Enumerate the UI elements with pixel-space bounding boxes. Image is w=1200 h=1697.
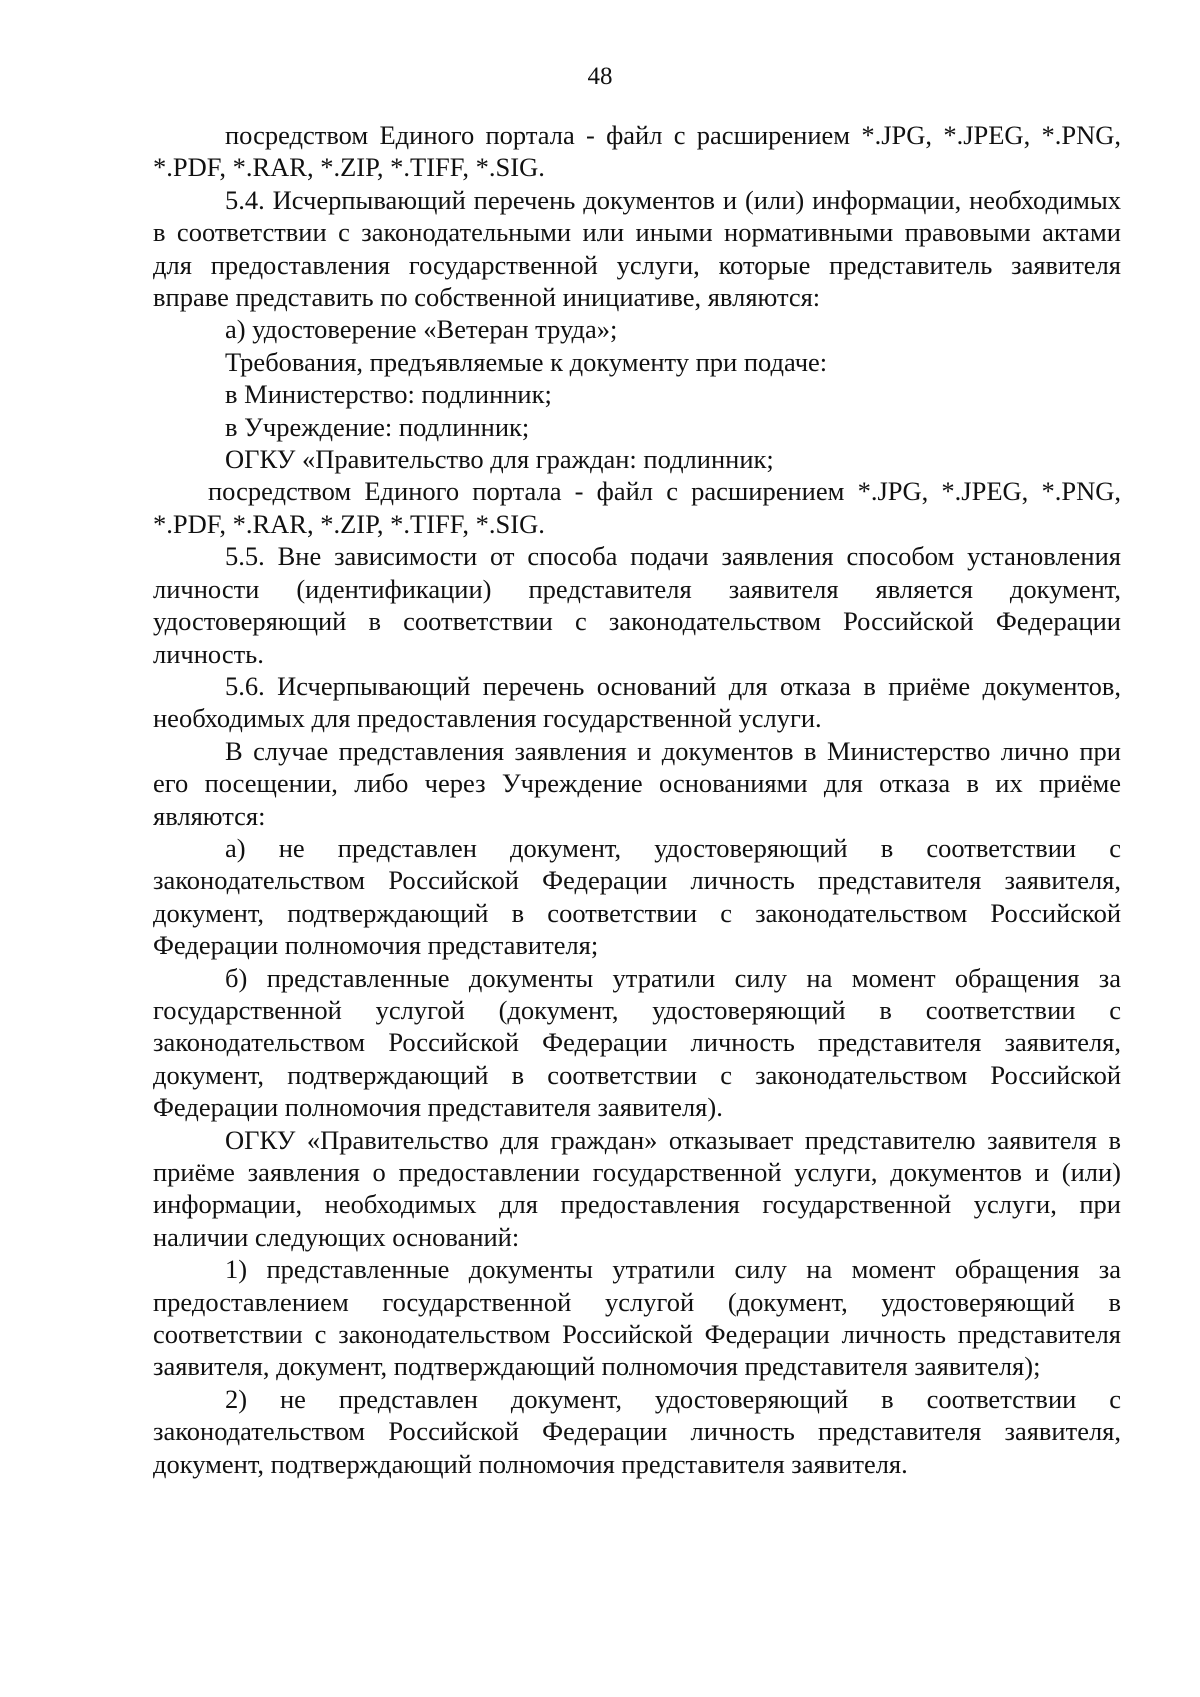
paragraph-requirements: Требования, предъявляемые к документу при подаче: [225, 346, 828, 377]
paragraph-item-1-expired: 1) представленные документы утратили силу на момент обращения за предоставлением государственной услугой (документ, удостоверяющий в соответствии с законодательством Российской Федерации личность представителя заявителя, документ, подтверждающий полномочия представителя заявителя); [153, 1254, 1121, 1382]
paragraph-item-a-no-document: а) не представлен документ, удостоверяющий в соответствии с законодательством Российской Федерации личность представителя заявителя, документ, подтверждающий в соответствии с законодательством Российской Федерации полномочия представителя; [153, 832, 1121, 961]
paragraph-item-b-expired: б) представленные документы утратили силу на момент обращения за государственной услугой (документ, удостоверяющий в соответствии с законодательством Российской Федерации личность представителя заявителя, документ, подтверждающий в соответствии с законодательством Российской Федерации полномочия представителя заявителя). [153, 962, 1121, 1123]
paragraph-institution-original: в Учреждение: подлинник; [225, 411, 530, 442]
paragraph-upload-formats-1: посредством Единого портала - файл с расширением *.JPG, *.JPEG, *.PNG, *.PDF, *.RAR, *.ZIP, *.TIFF, *.SIG. [153, 120, 1121, 183]
paragraph-item-2-no-document: 2) не представлен документ, удостоверяющий в соответствии с законодательством Российской Федерации личность представителя заявителя, документ, подтверждающий полномочия представителя заявителя. [153, 1383, 1121, 1479]
paragraph-refusal-grounds-ministry: В случае представления заявления и документов в Министерство лично при его посещении, либо через Учреждение основаниями для отказа в их приёме являются: [153, 735, 1121, 831]
paragraph-5-6: 5.6. Исчерпывающий перечень оснований для отказа в приёме документов, необходимых для предоставления государственной услуги. [153, 670, 1121, 734]
page-number: 48 [587, 63, 613, 90]
paragraph-5-4: 5.4. Исчерпывающий перечень документов и (или) информации, необходимых в соответствии с законодательными или иными нормативными правовыми актами для предоставления государственной услуги, которые представитель заявителя вправе представить по собственной инициативе, являются: [153, 184, 1121, 313]
paragraph-ogku-refusal: ОГКУ «Правительство для граждан» отказывает представителю заявителя в приёме заявления о предоставлении государственной услуги, документов и (или) информации, необходимых для предоставления государственной услуги, при наличии следующих оснований: [153, 1124, 1121, 1252]
paragraph-5-5: 5.5. Вне зависимости от способа подачи заявления способом установления личности (идентификации) представителя заявителя является документ, удостоверяющий в соответствии с законодательством Российской Федерации личность. [153, 541, 1121, 669]
paragraph-ministry-original: в Министерство: подлинник; [225, 379, 552, 410]
document-body [153, 119, 1121, 1480]
paragraph-item-a-certificate: а) удостоверение «Ветеран труда»; [225, 314, 618, 345]
paragraph-ogku-original: ОГКУ «Правительство для граждан: подлинник; [225, 444, 774, 475]
paragraph-upload-formats-2: посредством Единого портала - файл с расширением *.JPG, *.JPEG, *.PNG, *.PDF, *.RAR, *.ZIP, *.TIFF, *.SIG. [153, 476, 1121, 539]
